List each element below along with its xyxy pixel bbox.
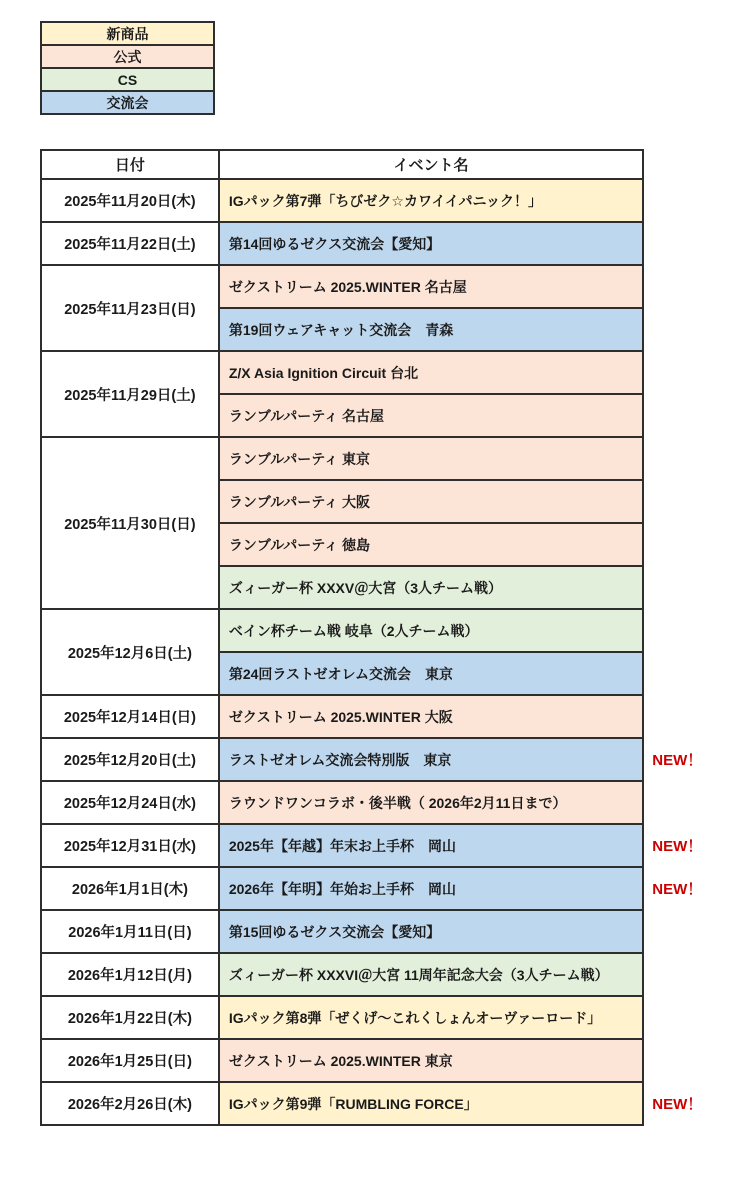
event-date: 2026年1月1日(木) [41,867,219,910]
legend-item-cs: CS [41,68,214,91]
event-name: IGパック第9弾「RUMBLING FORCE」 [219,1082,643,1125]
schedule-row [41,222,733,265]
event-name: ランブルパーティ 徳島 [219,523,643,566]
schedule-row [41,824,733,867]
event-date: 2026年2月26日(木) [41,1082,219,1125]
new-badge-empty [643,394,733,437]
schedule-row [41,1082,733,1125]
schedule-row [41,265,733,308]
schedule-row [41,910,733,953]
new-badge: NEW！ [652,838,703,855]
new-badge-empty [643,652,733,695]
schedule-row [41,179,733,222]
event-schedule-table [40,149,734,1126]
new-badge-empty [643,437,733,480]
event-date: 2026年1月25日(日) [41,1039,219,1082]
category-legend-body [41,22,214,114]
new-badge-empty [643,523,733,566]
event-date: 2026年1月22日(木) [41,996,219,1039]
new-badge-empty [643,695,733,738]
new-badge-empty [643,910,733,953]
event-date: 2025年11月30日(日) [41,437,219,609]
new-badge: NEW！ [652,881,703,898]
new-badge-empty [643,308,733,351]
event-date: 2026年1月12日(月) [41,953,219,996]
event-name: 第14回ゆるゼクス交流会【愛知】 [219,222,643,265]
category-legend [40,21,215,115]
event-name: ゼクストリーム 2025.WINTER 名古屋 [219,265,643,308]
legend-row [41,91,214,114]
schedule-row [41,738,733,781]
event-date: 2025年11月29日(土) [41,351,219,437]
event-name: ズィーガー杯 XXXVI＠大宮 11周年記念大会（3人チーム戦） [219,953,643,996]
event-name: ランブルパーティ 東京 [219,437,643,480]
schedule-row [41,953,733,996]
event-name: ラウンドワンコラボ・後半戦（ 2026年2月11日まで） [219,781,643,824]
schedule-header-row [41,150,733,179]
event-name: ベイン杯チーム戦 岐阜（2人チーム戦） [219,609,643,652]
event-name: ゼクストリーム 2025.WINTER 東京 [219,1039,643,1082]
new-badge-empty [643,480,733,523]
event-name: IGパック第8弾「ぜくげ～これくしょんオーヴァーロード」 [219,996,643,1039]
event-name: 第15回ゆるゼクス交流会【愛知】 [219,910,643,953]
legend-item-new-product: 新商品 [41,22,214,45]
event-name: 第24回ラストゼオレム交流会 東京 [219,652,643,695]
schedule-row [41,351,733,394]
schedule-row [41,695,733,738]
event-name: 2025年【年越】年末お上手杯 岡山 [219,824,643,867]
event-date: 2025年11月20日(木) [41,179,219,222]
event-date: 2025年12月24日(水) [41,781,219,824]
schedule-row [41,781,733,824]
event-name: 第19回ウェアキャット交流会 青森 [219,308,643,351]
schedule-row [41,1039,733,1082]
event-date: 2025年11月22日(土) [41,222,219,265]
new-badge-empty [643,265,733,308]
new-badge-empty [643,351,733,394]
legend-row [41,22,214,45]
event-date: 2025年12月31日(水) [41,824,219,867]
schedule-row [41,867,733,910]
event-name: 2026年【年明】年始お上手杯 岡山 [219,867,643,910]
event-name: ズィーガー杯 XXXV＠大宮（3人チーム戦） [219,566,643,609]
new-badge-empty [643,222,733,265]
event-date: 2025年12月14日(日) [41,695,219,738]
schedule-row [41,996,733,1039]
event-name: ランブルパーティ 大阪 [219,480,643,523]
new-column-spacer [643,150,733,179]
schedule-body [41,179,733,1125]
event-column-header: イベント名 [219,150,643,179]
new-badge-empty [643,996,733,1039]
new-badge-empty [643,179,733,222]
schedule-row [41,437,733,480]
event-name: ランブルパーティ 名古屋 [219,394,643,437]
legend-row [41,45,214,68]
schedule-header [41,150,733,179]
event-name: ラストゼオレム交流会特別版 東京 [219,738,643,781]
new-badge-empty [643,781,733,824]
schedule-row [41,609,733,652]
event-name: IGパック第7弾「ちびゼク☆カワイイパニック！」 [219,179,643,222]
event-date: 2025年12月6日(土) [41,609,219,695]
new-badge-empty [643,566,733,609]
event-name: Z/X Asia Ignition Circuit 台北 [219,351,643,394]
new-badge-empty [643,609,733,652]
new-badge-empty [643,953,733,996]
new-badge-empty [643,1039,733,1082]
event-name: ゼクストリーム 2025.WINTER 大阪 [219,695,643,738]
legend-item-official: 公式 [41,45,214,68]
event-date: 2025年12月20日(土) [41,738,219,781]
new-badge: NEW！ [652,1096,703,1113]
new-badge: NEW！ [652,752,703,769]
event-date: 2026年1月11日(日) [41,910,219,953]
date-column-header: 日付 [41,150,219,179]
legend-item-meetup: 交流会 [41,91,214,114]
event-date: 2025年11月23日(日) [41,265,219,351]
legend-row [41,68,214,91]
